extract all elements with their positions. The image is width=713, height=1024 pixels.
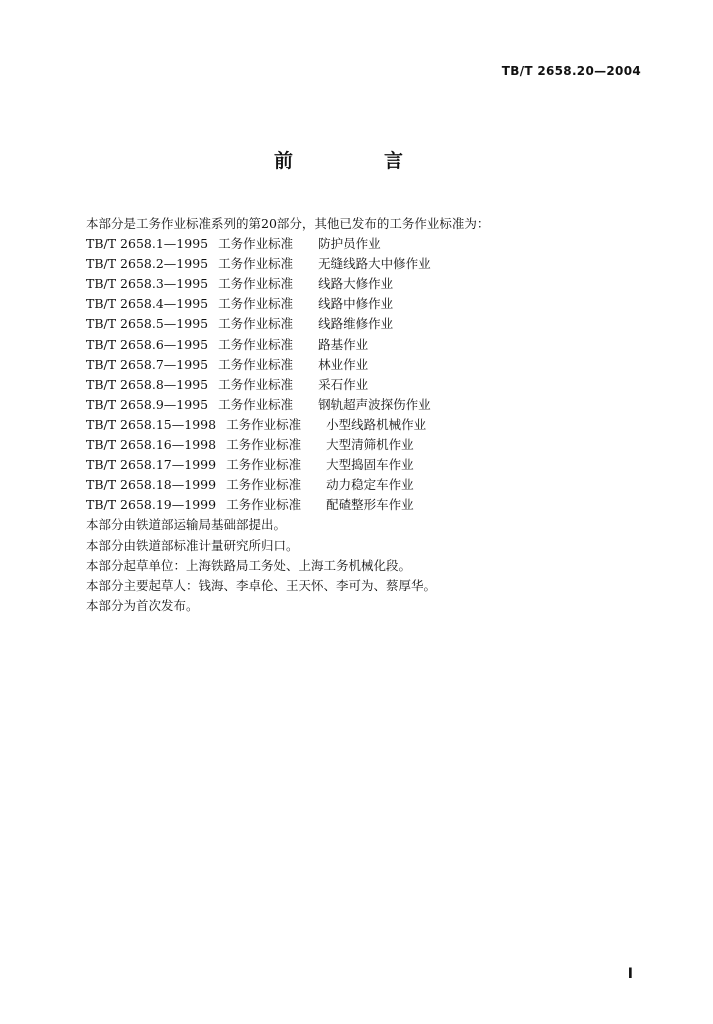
standard-category: 工务作业标准: [218, 296, 294, 312]
standard-category: 工务作业标准: [218, 376, 294, 392]
standard-category: 工务作业标准: [218, 396, 294, 412]
standard-number: TB/T 2658.8—1995: [86, 376, 209, 392]
standard-category: 工务作业标准: [218, 276, 294, 292]
standard-number: TB/T 2658.7—1995: [86, 356, 209, 372]
standard-work: 无缝线路大中修作业: [318, 256, 431, 272]
standard-number: TB/T 2658.18—1999: [86, 477, 217, 493]
standard-work: 采石作业: [318, 376, 369, 392]
standard-category: 工务作业标准: [218, 256, 294, 272]
page-number: I: [627, 966, 633, 982]
standard-number: TB/T 2658.6—1995: [86, 336, 209, 352]
standard-number: TB/T 2658.3—1995: [86, 276, 209, 292]
standard-category: 工务作业标准: [226, 457, 302, 473]
standard-work: 防护员作业: [318, 236, 381, 252]
note-drafting-units: 本部分起草单位：上海铁路局工务处、上海工务机械化段。: [86, 557, 412, 573]
standard-number: TB/T 2658.15—1998: [86, 416, 217, 432]
standard-row: [86, 475, 646, 495]
standard-number: TB/T 2658.2—1995: [86, 256, 209, 272]
standard-row: [86, 294, 646, 314]
standard-row: [86, 435, 646, 455]
standard-category: 工务作业标准: [218, 236, 294, 252]
standard-row: [86, 254, 646, 274]
standard-row: [86, 395, 646, 415]
standard-row: [86, 495, 646, 515]
standard-row: [86, 274, 646, 294]
standard-row: [86, 314, 646, 334]
standard-work: 大型捣固车作业: [326, 457, 414, 473]
page-title: 前 言: [273, 150, 439, 172]
standard-category: 工务作业标准: [226, 497, 302, 513]
foreword-body: [86, 214, 646, 616]
standard-row: [86, 335, 646, 355]
standard-row: [86, 355, 646, 375]
standard-category: 工务作业标准: [218, 356, 294, 372]
standard-work: 大型清筛机作业: [326, 437, 414, 453]
standard-work: 线路中修作业: [318, 296, 394, 312]
standard-number: TB/T 2658.17—1999: [86, 457, 217, 473]
standard-number: TB/T 2658.4—1995: [86, 296, 209, 312]
standard-category: 工务作业标准: [226, 416, 302, 432]
standard-row: [86, 234, 646, 254]
note-proposer: 本部分由铁道部运输局基础部提出。: [86, 517, 287, 533]
standard-work: 林业作业: [318, 356, 369, 372]
standard-row: [86, 455, 646, 475]
standard-number: TB/T 2658.9—1995: [86, 396, 209, 412]
standard-row: [86, 375, 646, 395]
note-responsible-unit: 本部分由铁道部标准计量研究所归口。: [86, 537, 299, 553]
standard-category: 工务作业标准: [218, 316, 294, 332]
standard-work: 配碴整形车作业: [326, 497, 414, 513]
standard-category: 工务作业标准: [218, 336, 294, 352]
note-drafters: 本部分主要起草人：钱海、李卓伦、王天怀、李可为、蔡厚华。: [86, 577, 437, 593]
standard-work: 路基作业: [318, 336, 369, 352]
standard-work: 小型线路机械作业: [326, 416, 427, 432]
note-first-release: 本部分为首次发布。: [86, 597, 199, 613]
standard-number: TB/T 2658.19—1999: [86, 497, 217, 513]
standard-work: 动力稳定车作业: [326, 477, 414, 493]
standard-row: [86, 415, 646, 435]
standard-code: TB/T 2658.20—2004: [501, 64, 641, 78]
standard-number: TB/T 2658.5—1995: [86, 316, 209, 332]
intro-text: 本部分是工务作业标准系列的第20部分，其他已发布的工务作业标准为：: [86, 216, 490, 231]
standard-work: 线路维修作业: [318, 316, 394, 332]
standard-work: 线路大修作业: [318, 276, 394, 292]
standard-category: 工务作业标准: [226, 437, 302, 453]
standard-work: 钢轨超声波探伤作业: [318, 396, 431, 412]
standard-number: TB/T 2658.1—1995: [86, 236, 209, 252]
standard-number: TB/T 2658.16—1998: [86, 437, 217, 453]
standard-category: 工务作业标准: [226, 477, 302, 493]
